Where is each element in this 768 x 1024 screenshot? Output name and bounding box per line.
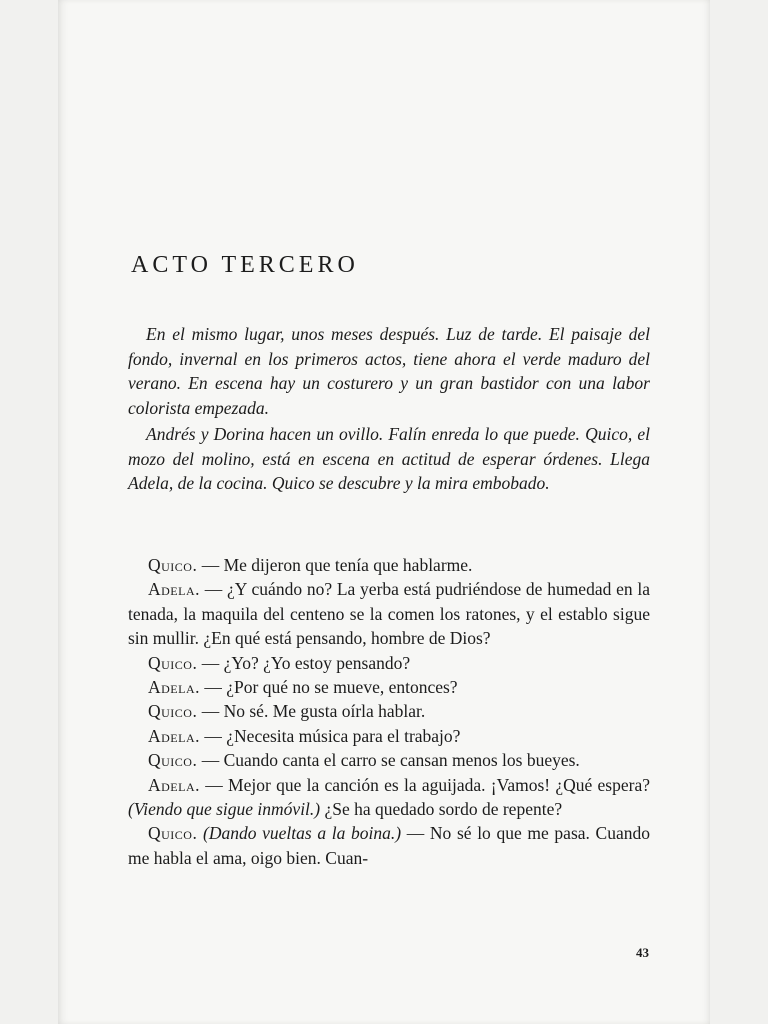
dialogue-line (128, 577, 650, 650)
stage-direction-paragraph: En el mismo lugar, unos meses después. Luz de tarde. El paisaje del fondo, invernal en los primeros actos, tiene ahora el verde maduro del verano. En escena hay un costurero y un gran bastidor con una labor colorista empezada. (128, 324, 650, 418)
speaker-name: Adela. (148, 774, 201, 795)
dialogue-line (128, 724, 650, 748)
line-text: — No sé. Me gusta oírla hablar. (197, 701, 426, 722)
dialogue (128, 553, 650, 870)
page-number: 43 (636, 945, 649, 960)
dialogue-line (128, 699, 650, 723)
stage-aside: (Viendo que sigue inmóvil.) (128, 799, 321, 820)
speaker-name: Adela. (148, 725, 201, 746)
dialogue-line (128, 821, 650, 870)
line-text: — Mejor que la canción es la aguijada. ¡Vamos! ¿Qué espera? (200, 774, 650, 795)
line-text: — Me dijeron que tenía que hablarme. (197, 555, 473, 575)
speaker-name: Quico. (148, 750, 198, 771)
line-text: — ¿Por qué no se mueve, entonces? (200, 677, 458, 698)
dialogue-line (128, 773, 650, 822)
dialogue-line (128, 748, 650, 772)
dialogue-line (128, 553, 650, 577)
book-page (58, 0, 710, 1024)
line-text: — No sé lo que me pasa. Cuando me habla el ama, oigo bien. Cuan- (128, 823, 650, 868)
dialogue-line (128, 651, 650, 675)
speaker-name: Quico. (148, 823, 198, 844)
line-text: ¿Se ha quedado sordo de repente? (320, 799, 563, 820)
line-text: — ¿Y cuándo no? La yerba está pudriéndose de humedad en la tenada, la maquila del centeno se la comen los ratones, y el establo sigue sin mullir. ¿En qué está pensando, hombre de Dios? (128, 579, 650, 649)
speaker-name: Adela. (148, 677, 201, 698)
act-title: ACTO TERCERO (131, 252, 359, 278)
line-text: — ¿Yo? ¿Yo estoy pensando? (197, 652, 411, 673)
speaker-name: Adela. (148, 579, 201, 600)
speaker-name: Quico. (148, 652, 198, 673)
stage-directions (128, 322, 650, 498)
line-text: — ¿Necesita música para el trabajo? (200, 725, 461, 746)
stage-aside: (Dando vueltas a la boina.) (203, 823, 402, 844)
stage-direction-paragraph: Andrés y Dorina hacen un ovillo. Falín enreda lo que puede. Quico, el mozo del molino, está en escena en actitud de esperar órdenes. Llega Adela, de la cocina. Quico se descubre y la mira embobado. (128, 424, 650, 493)
speaker-name: Quico. (148, 701, 198, 722)
dialogue-line (128, 675, 650, 699)
speaker-name: Quico. (148, 555, 198, 575)
line-text: — Cuando canta el carro se cansan menos los bueyes. (197, 750, 580, 771)
